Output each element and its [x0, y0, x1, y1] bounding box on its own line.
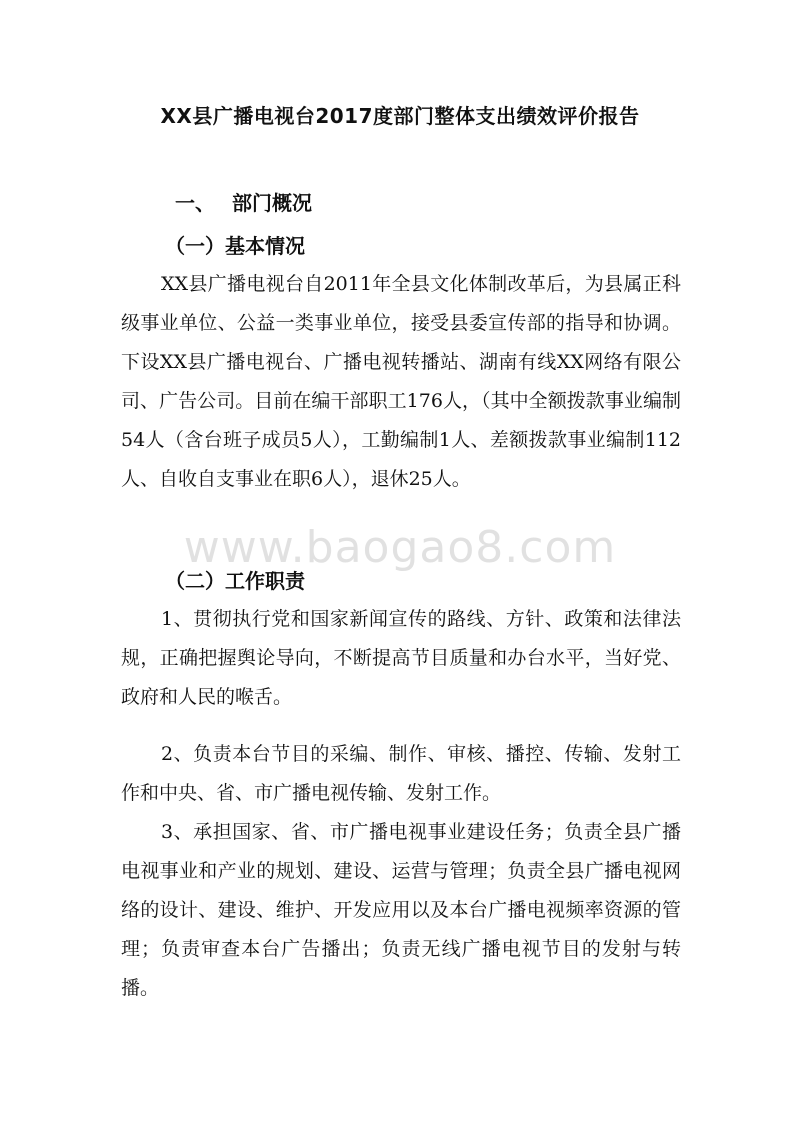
paragraph-basic-info: XX县广播电视台自2011年全县文化体制改革后，为县属正科级事业单位、公益一类事业单位，接受县委宣传部的指导和协调。下设XX县广播电视台、广播电视转播站、湖南有线XX网络有限公司、广告公司。目前在编干部职工176人，（其中全额拨款事业编制54人（含台班子成员5人），工勤编制1人、差额拨款事业编制112人、自收自支事业在职6人），退休25人。: [121, 273, 681, 490]
duty-item-2: 2、负责本台节目的采编、制作、审核、播控、传输、发射工作和中央、省、市广播电视传输、发射工作。: [121, 743, 681, 804]
subsection-heading-duties: （二）工作职责: [165, 569, 305, 593]
document-title: XX县广播电视台2017度部门整体支出绩效评价报告: [160, 104, 640, 128]
section-number: 一、: [175, 191, 215, 215]
duty-item-1: 1、贯彻执行党和国家新闻宣传的路线、方针、政策和法律法规，正确把握舆论导向，不断提高节目质量和办台水平，当好党、政府和人民的喉舌。: [121, 608, 681, 708]
subsection-heading-basic-info: （一）基本情况: [165, 234, 305, 258]
section-title: 部门概况: [232, 191, 312, 215]
watermark: www.baogao8.com: [183, 522, 617, 573]
duty-item-3: 3、承担国家、省、市广播电视事业建设任务；负责全县广播电视事业和产业的规划、建设、运营与管理；负责全县广播电视网络的设计、建设、维护、开发应用以及本台广播电视频率资源的管理；负责审查本台广告播出；负责无线广播电视节目的发射与转播。: [121, 821, 681, 999]
section-heading-overview: [175, 187, 312, 216]
